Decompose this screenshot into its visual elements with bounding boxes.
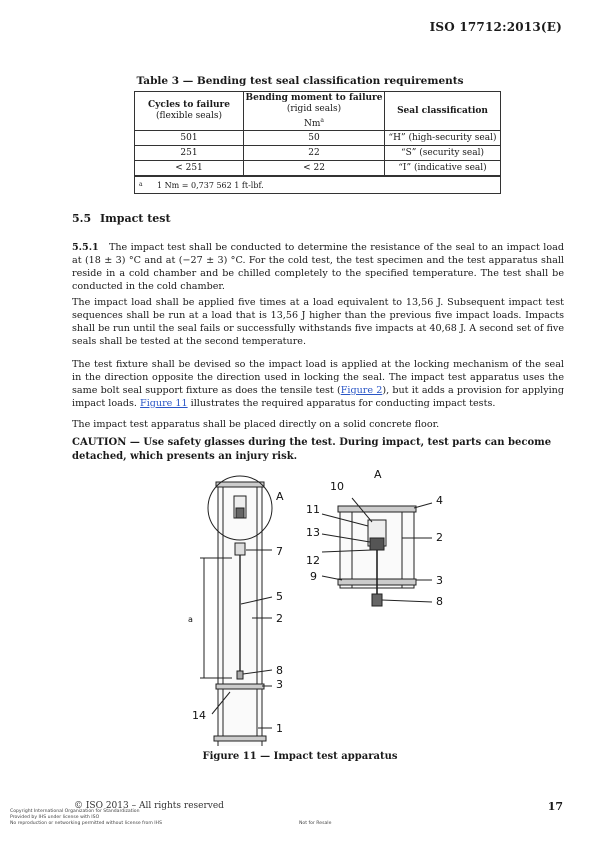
callout-10: 10 bbox=[330, 480, 344, 493]
fine-print-line: Copyright International Organization for Standardization bbox=[10, 809, 140, 814]
table-title: Table 3 — Bending test seal classification requirements bbox=[136, 75, 464, 87]
header-cycles-sub: (flexible seals) bbox=[156, 111, 222, 121]
cell-class: “I” (indicative seal) bbox=[385, 161, 501, 177]
header-classification bbox=[385, 92, 501, 131]
header-classification-main: Seal classification bbox=[397, 105, 488, 116]
paragraph-text: ), but it adds a provision for applying impact loads. bbox=[72, 385, 564, 409]
callout-3: 3 bbox=[276, 678, 283, 691]
cell-moment: 22 bbox=[244, 146, 385, 161]
paragraph-concrete-floor: The impact test apparatus shall be placed directly on a solid concrete floor. bbox=[72, 419, 440, 430]
cell-moment: < 22 bbox=[244, 161, 385, 177]
detail-lock bbox=[370, 538, 384, 550]
base-plate bbox=[214, 736, 266, 741]
leader-line bbox=[322, 576, 342, 580]
callout-7: 7 bbox=[276, 545, 283, 558]
header-bending-unit: Nm bbox=[304, 118, 321, 129]
paragraph-text: The impact test shall be conducted to determine the resistance of the seal to an impact load at (18 ± 3) °C and at (−27 ± 3) °C. For the cold test, the test specimen and the test apparatus shall reside in a cold chamber and be chilled completely to the specified temperature. The test shall be conducted in the cold chamber. bbox=[72, 242, 564, 292]
callout-2-detail: 2 bbox=[436, 531, 443, 544]
callout-5: 5 bbox=[276, 590, 283, 603]
table-row bbox=[135, 131, 501, 146]
section-title: Impact test bbox=[100, 212, 171, 225]
seal-clamp bbox=[236, 508, 244, 518]
clause-number: 5.5.1 bbox=[72, 242, 99, 253]
standard-header: ISO 17712:2013(E) bbox=[429, 20, 562, 34]
crossbar-plate bbox=[216, 684, 264, 689]
section-number: 5.5 bbox=[72, 212, 92, 225]
table-row bbox=[135, 146, 501, 161]
caution-note: CAUTION — Use safety glasses during the test. During impact, test parts can become detached, which presents an injury risk. bbox=[72, 437, 552, 462]
figure-drawing bbox=[0, 466, 600, 746]
dimension-label-a: a bbox=[188, 615, 193, 624]
cell-cycles: < 251 bbox=[135, 161, 244, 177]
license-fine-print bbox=[10, 809, 162, 827]
callout-9: 9 bbox=[310, 570, 317, 583]
paragraph-test-fixture bbox=[72, 358, 564, 410]
copyright-line: © ISO 2013 – All rights reserved bbox=[74, 801, 224, 811]
table-row bbox=[135, 161, 501, 177]
detail-top-bar bbox=[338, 506, 416, 512]
table-footnote-row bbox=[135, 176, 501, 194]
header-cycles-main: Cycles to failure bbox=[147, 100, 231, 110]
impact-apparatus-figure bbox=[0, 466, 600, 746]
footnote-marker: a bbox=[139, 180, 143, 188]
impact-collar bbox=[237, 671, 243, 679]
header-bending-unit-sup: a bbox=[320, 116, 324, 124]
classification-table bbox=[134, 91, 501, 194]
figure-11-link[interactable]: Figure 11 bbox=[140, 398, 188, 409]
label-detail-a: A bbox=[276, 490, 284, 503]
paragraph-text: illustrates the required apparatus for conducting impact tests. bbox=[187, 398, 496, 409]
figure-caption: Figure 11 — Impact test apparatus bbox=[202, 751, 398, 762]
paragraph-5-5-1 bbox=[72, 241, 564, 293]
callout-12: 12 bbox=[306, 554, 320, 567]
leader-line bbox=[382, 600, 432, 602]
top-plate bbox=[216, 482, 264, 487]
callout-13: 13 bbox=[306, 526, 320, 539]
callout-1: 1 bbox=[276, 722, 283, 735]
header-cycles bbox=[135, 92, 244, 131]
callout-14: 14 bbox=[192, 709, 206, 722]
callout-8-detail: 8 bbox=[436, 595, 443, 608]
header-bending-main: Bending moment to failure bbox=[245, 92, 383, 103]
cell-class: “S” (security seal) bbox=[385, 146, 501, 161]
cell-cycles: 501 bbox=[135, 131, 244, 146]
header-bending bbox=[244, 92, 385, 131]
detail-nut bbox=[372, 594, 382, 606]
fine-print-line: Provided by IHS under license with ISO bbox=[10, 815, 100, 820]
page-number: 17 bbox=[547, 800, 563, 813]
table-header-row bbox=[135, 92, 501, 131]
paragraph-impact-load: The impact load shall be applied five times at a load equivalent to 13,56 J. Subsequent impact test sequences shall be run at a load that is 13,56 J higher than the previous five impact loads. Impacts shall be run until the seal fails or successfully withstands five impacts at 40,68 J. A second set of five seals shall be tested at the second temperature. bbox=[72, 297, 564, 347]
paragraph-text: The test fixture shall be devised so the impact load is applied at the locking mechanism of the seal in the direction opposite the direction used in locking the seal. The impact test apparatus uses the same bolt seal support fixture as does the tensile test ( bbox=[72, 359, 564, 396]
callout-4: 4 bbox=[436, 494, 443, 507]
header-bending-sub: (rigid seals) bbox=[286, 103, 342, 114]
cell-cycles: 251 bbox=[135, 146, 244, 161]
callout-2: 2 bbox=[276, 612, 283, 625]
impact-weight bbox=[235, 543, 245, 555]
detail-title-a: A bbox=[374, 468, 382, 481]
cell-moment: 50 bbox=[244, 131, 385, 146]
callout-3-detail: 3 bbox=[436, 574, 443, 587]
footnote-text: 1 Nm = 0,737 562 1 ft-lbf. bbox=[157, 180, 264, 190]
table-footnote bbox=[135, 176, 501, 194]
section-heading bbox=[72, 212, 171, 225]
not-for-resale: Not for Resale bbox=[299, 821, 332, 826]
callout-11: 11 bbox=[306, 503, 320, 516]
cell-class: “H” (high-security seal) bbox=[385, 131, 501, 146]
leader-line bbox=[414, 503, 432, 508]
fine-print-line: No reproduction or networking permitted without license from IHS bbox=[10, 821, 163, 826]
callout-8: 8 bbox=[276, 664, 283, 677]
figure-2-link[interactable]: Figure 2 bbox=[340, 385, 383, 396]
